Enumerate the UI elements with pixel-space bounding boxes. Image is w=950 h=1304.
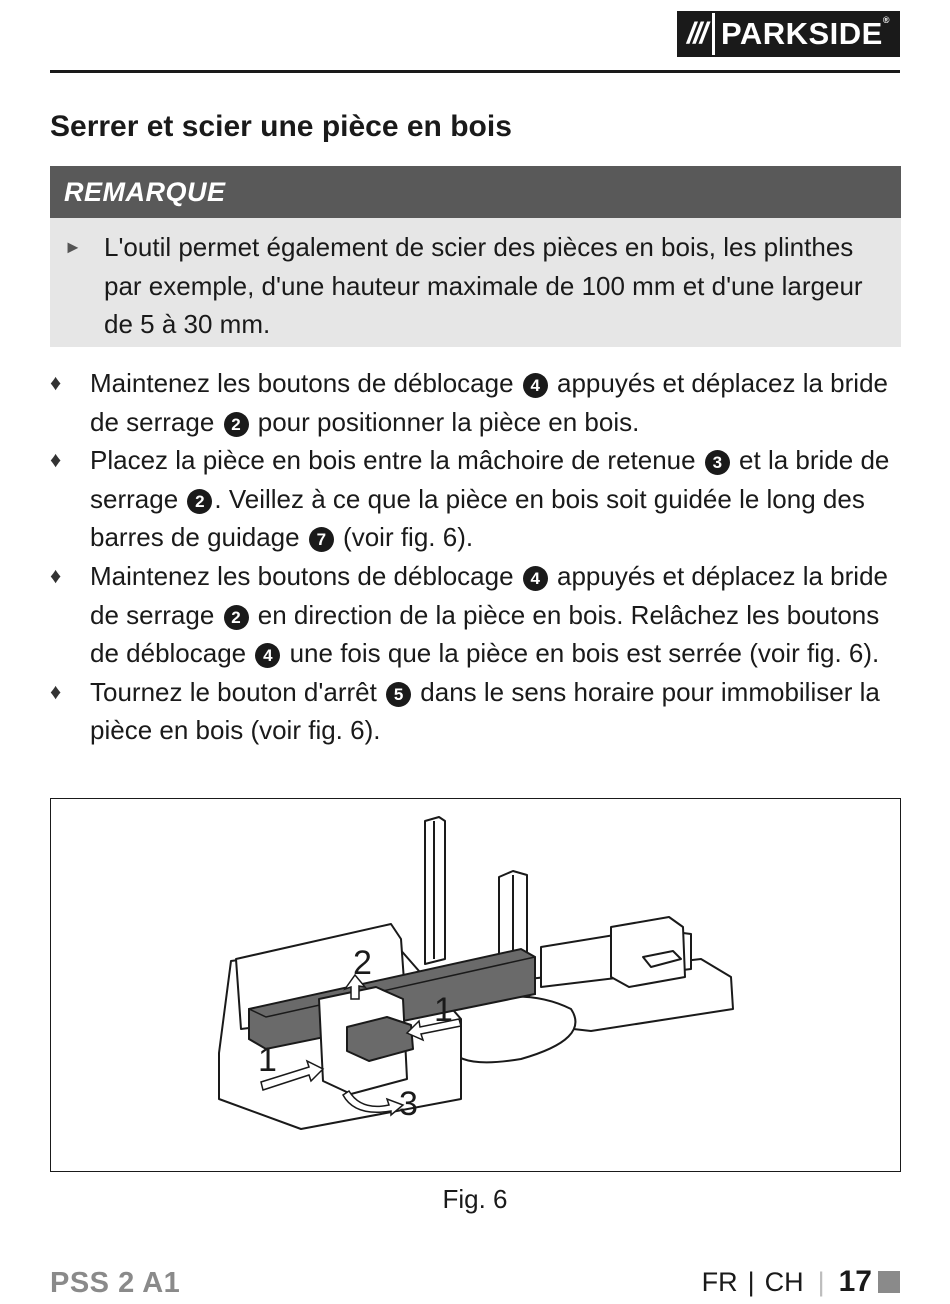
logo-slashes: /// <box>686 17 706 50</box>
figure-label-3: 3 <box>399 1085 418 1123</box>
note-box <box>50 166 901 347</box>
footer-separator: | <box>747 1266 755 1297</box>
step-item: ♦ Maintenez les boutons de déblocage 4 appuyés et déplacez la bride de serrage 2 pour positionner la pièce en bois. <box>50 364 910 441</box>
section-title: Serrer et scier une pièce en bois <box>50 110 512 143</box>
figure-label-1-right: 1 <box>434 991 453 1029</box>
footer-page-info <box>702 1265 900 1299</box>
callout-number: 4 <box>523 373 548 398</box>
callout-number: 7 <box>309 527 334 552</box>
note-text: L'outil permet également de scier des pièces en bois, les plinthes par exemple, d'une hauteur maximale de 100 mm et d'une largeur de 5 à 30 mm. <box>104 232 863 339</box>
note-header: REMARQUE <box>50 166 901 218</box>
callout-number: 4 <box>255 643 280 668</box>
callout-number: 4 <box>523 566 548 591</box>
saw-illustration <box>51 799 900 1171</box>
triangle-bullet-icon: ► <box>64 237 82 257</box>
figure-caption: Fig. 6 <box>442 1184 508 1214</box>
figure-6 <box>50 798 901 1172</box>
page-number: 17 <box>838 1265 872 1298</box>
footer-model: PSS 2 A1 <box>50 1267 181 1299</box>
step-item: ♦ Tournez le bouton d'arrêt 5 dans le sens horaire pour immobiliser la pièce en bois (voir fig. 6). <box>50 673 910 750</box>
step-list <box>50 364 910 750</box>
callout-number: 3 <box>705 450 730 475</box>
diamond-bullet-icon: ♦ <box>50 562 62 588</box>
callout-number: 2 <box>224 605 249 630</box>
callout-number: 5 <box>386 682 411 707</box>
footer-lang-fr: FR <box>701 1266 738 1297</box>
figure-label-2: 2 <box>353 944 372 982</box>
note-item <box>50 218 901 344</box>
top-rule <box>50 70 900 73</box>
figure-label-1-left: 1 <box>258 1041 277 1079</box>
diamond-bullet-icon: ♦ <box>50 678 62 704</box>
logo-brand: PARKSIDE® <box>712 13 898 55</box>
callout-number: 2 <box>187 489 212 514</box>
parkside-logo <box>677 11 900 57</box>
footer-square-icon <box>878 1271 900 1293</box>
footer-lang-ch: CH <box>764 1266 804 1297</box>
callout-number: 2 <box>224 412 249 437</box>
diamond-bullet-icon: ♦ <box>50 370 62 395</box>
step-item: ♦ Maintenez les boutons de déblocage 4 appuyés et déplacez la bride de serrage 2 en direction de la pièce en bois. Relâchez les boutons de déblocage 4 une fois que la pièce en bois est serrée (voir fig. 6). <box>50 557 910 673</box>
step-item: ♦ Placez la pièce en bois entre la mâchoire de retenue 3 et la bride de serrage 2 . Veillez à ce que la pièce en bois soit guidée le long des barres de guidage 7 (voir fig. 6). <box>50 441 910 557</box>
footer-separator: | <box>817 1266 825 1297</box>
diamond-bullet-icon: ♦ <box>50 447 62 473</box>
